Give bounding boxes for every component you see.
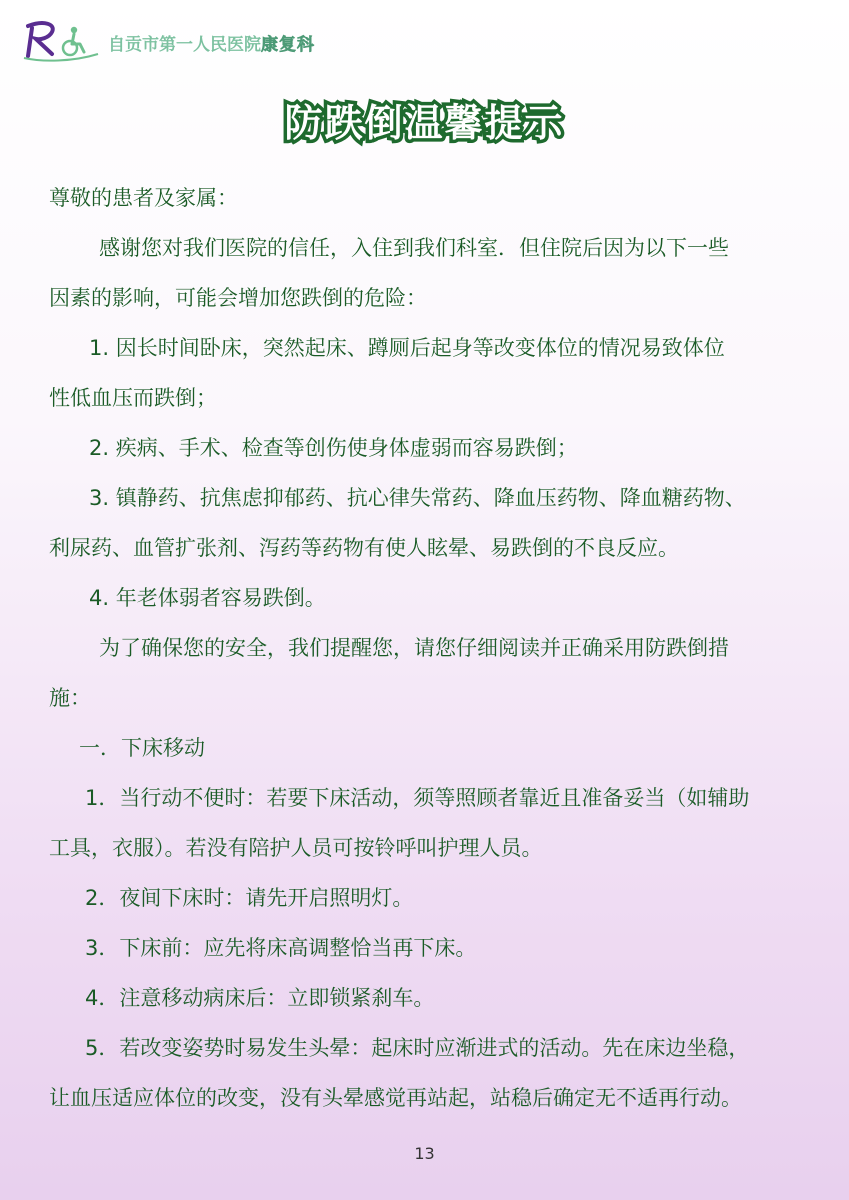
reminder-line-2: 施： xyxy=(49,686,91,710)
intro-line-2: 因素的影响，可能会增加您跌倒的危险： xyxy=(49,286,427,310)
section-1-item-5-line-2: 让血压适应体位的改变，没有头晕感觉再站起，站稳后确定无不适再行动。 xyxy=(49,1086,742,1110)
section-1-item-2: 2．夜间下床时：请先开启照明灯。 xyxy=(85,886,414,910)
notice-body xyxy=(49,173,809,1123)
factor-2: 2. 疾病、手术、检查等创伤使身体虚弱而容易跌倒； xyxy=(89,436,578,460)
greeting: 尊敬的患者及家属： xyxy=(49,186,238,210)
section-1-item-4: 4．注意移动病床后：立即锁紧刹车。 xyxy=(85,986,435,1010)
intro-line-1: 感谢您对我们医院的信任，入住到我们科室．但住院后因为以下一些 xyxy=(99,236,729,260)
page-number: 13 xyxy=(414,1144,435,1163)
section-1-item-1-line-1: 1．当行动不便时：若要下床活动，须等照顾者靠近且准备妥当（如辅助 xyxy=(85,786,750,810)
hospital-name-text: 自贡市第一人民医院 xyxy=(108,35,261,55)
page-header xyxy=(22,18,352,62)
factor-4: 4. 年老体弱者容易跌倒。 xyxy=(89,586,326,610)
hospital-logo xyxy=(22,18,100,62)
reminder-line-1: 为了确保您的安全，我们提醒您，请您仔细阅读并正确采用防跌倒措 xyxy=(99,636,729,660)
page-title: 防跌倒温馨提示 xyxy=(284,101,565,145)
factor-1-line-2: 性低血压而跌倒； xyxy=(49,386,217,410)
department-name: 康复科 xyxy=(261,35,315,55)
factor-3-line-2: 利尿药、血管扩张剂、泻药等药物有使人眩晕、易跌倒的不良反应。 xyxy=(49,536,679,560)
section-1-item-5-line-1: 5．若改变姿势时易发生头晕：起床时应渐进式的活动。先在床边坐稳， xyxy=(85,1036,750,1060)
hospital-name xyxy=(108,30,315,55)
factor-3-line-1: 3. 镇静药、抗焦虑抑郁药、抗心律失常药、降血压药物、降血糖药物、 xyxy=(89,486,746,510)
section-1-heading: 一．下床移动 xyxy=(79,736,205,760)
section-1-item-1-line-2: 工具，衣服）。若没有陪护人员可按铃呼叫护理人员。 xyxy=(49,836,543,860)
section-1-item-3: 3．下床前：应先将床高调整恰当再下床。 xyxy=(85,936,477,960)
factor-1-line-1: 1. 因长时间卧床，突然起床、蹲厕后起身等改变体位的情况易致体位 xyxy=(89,336,725,360)
